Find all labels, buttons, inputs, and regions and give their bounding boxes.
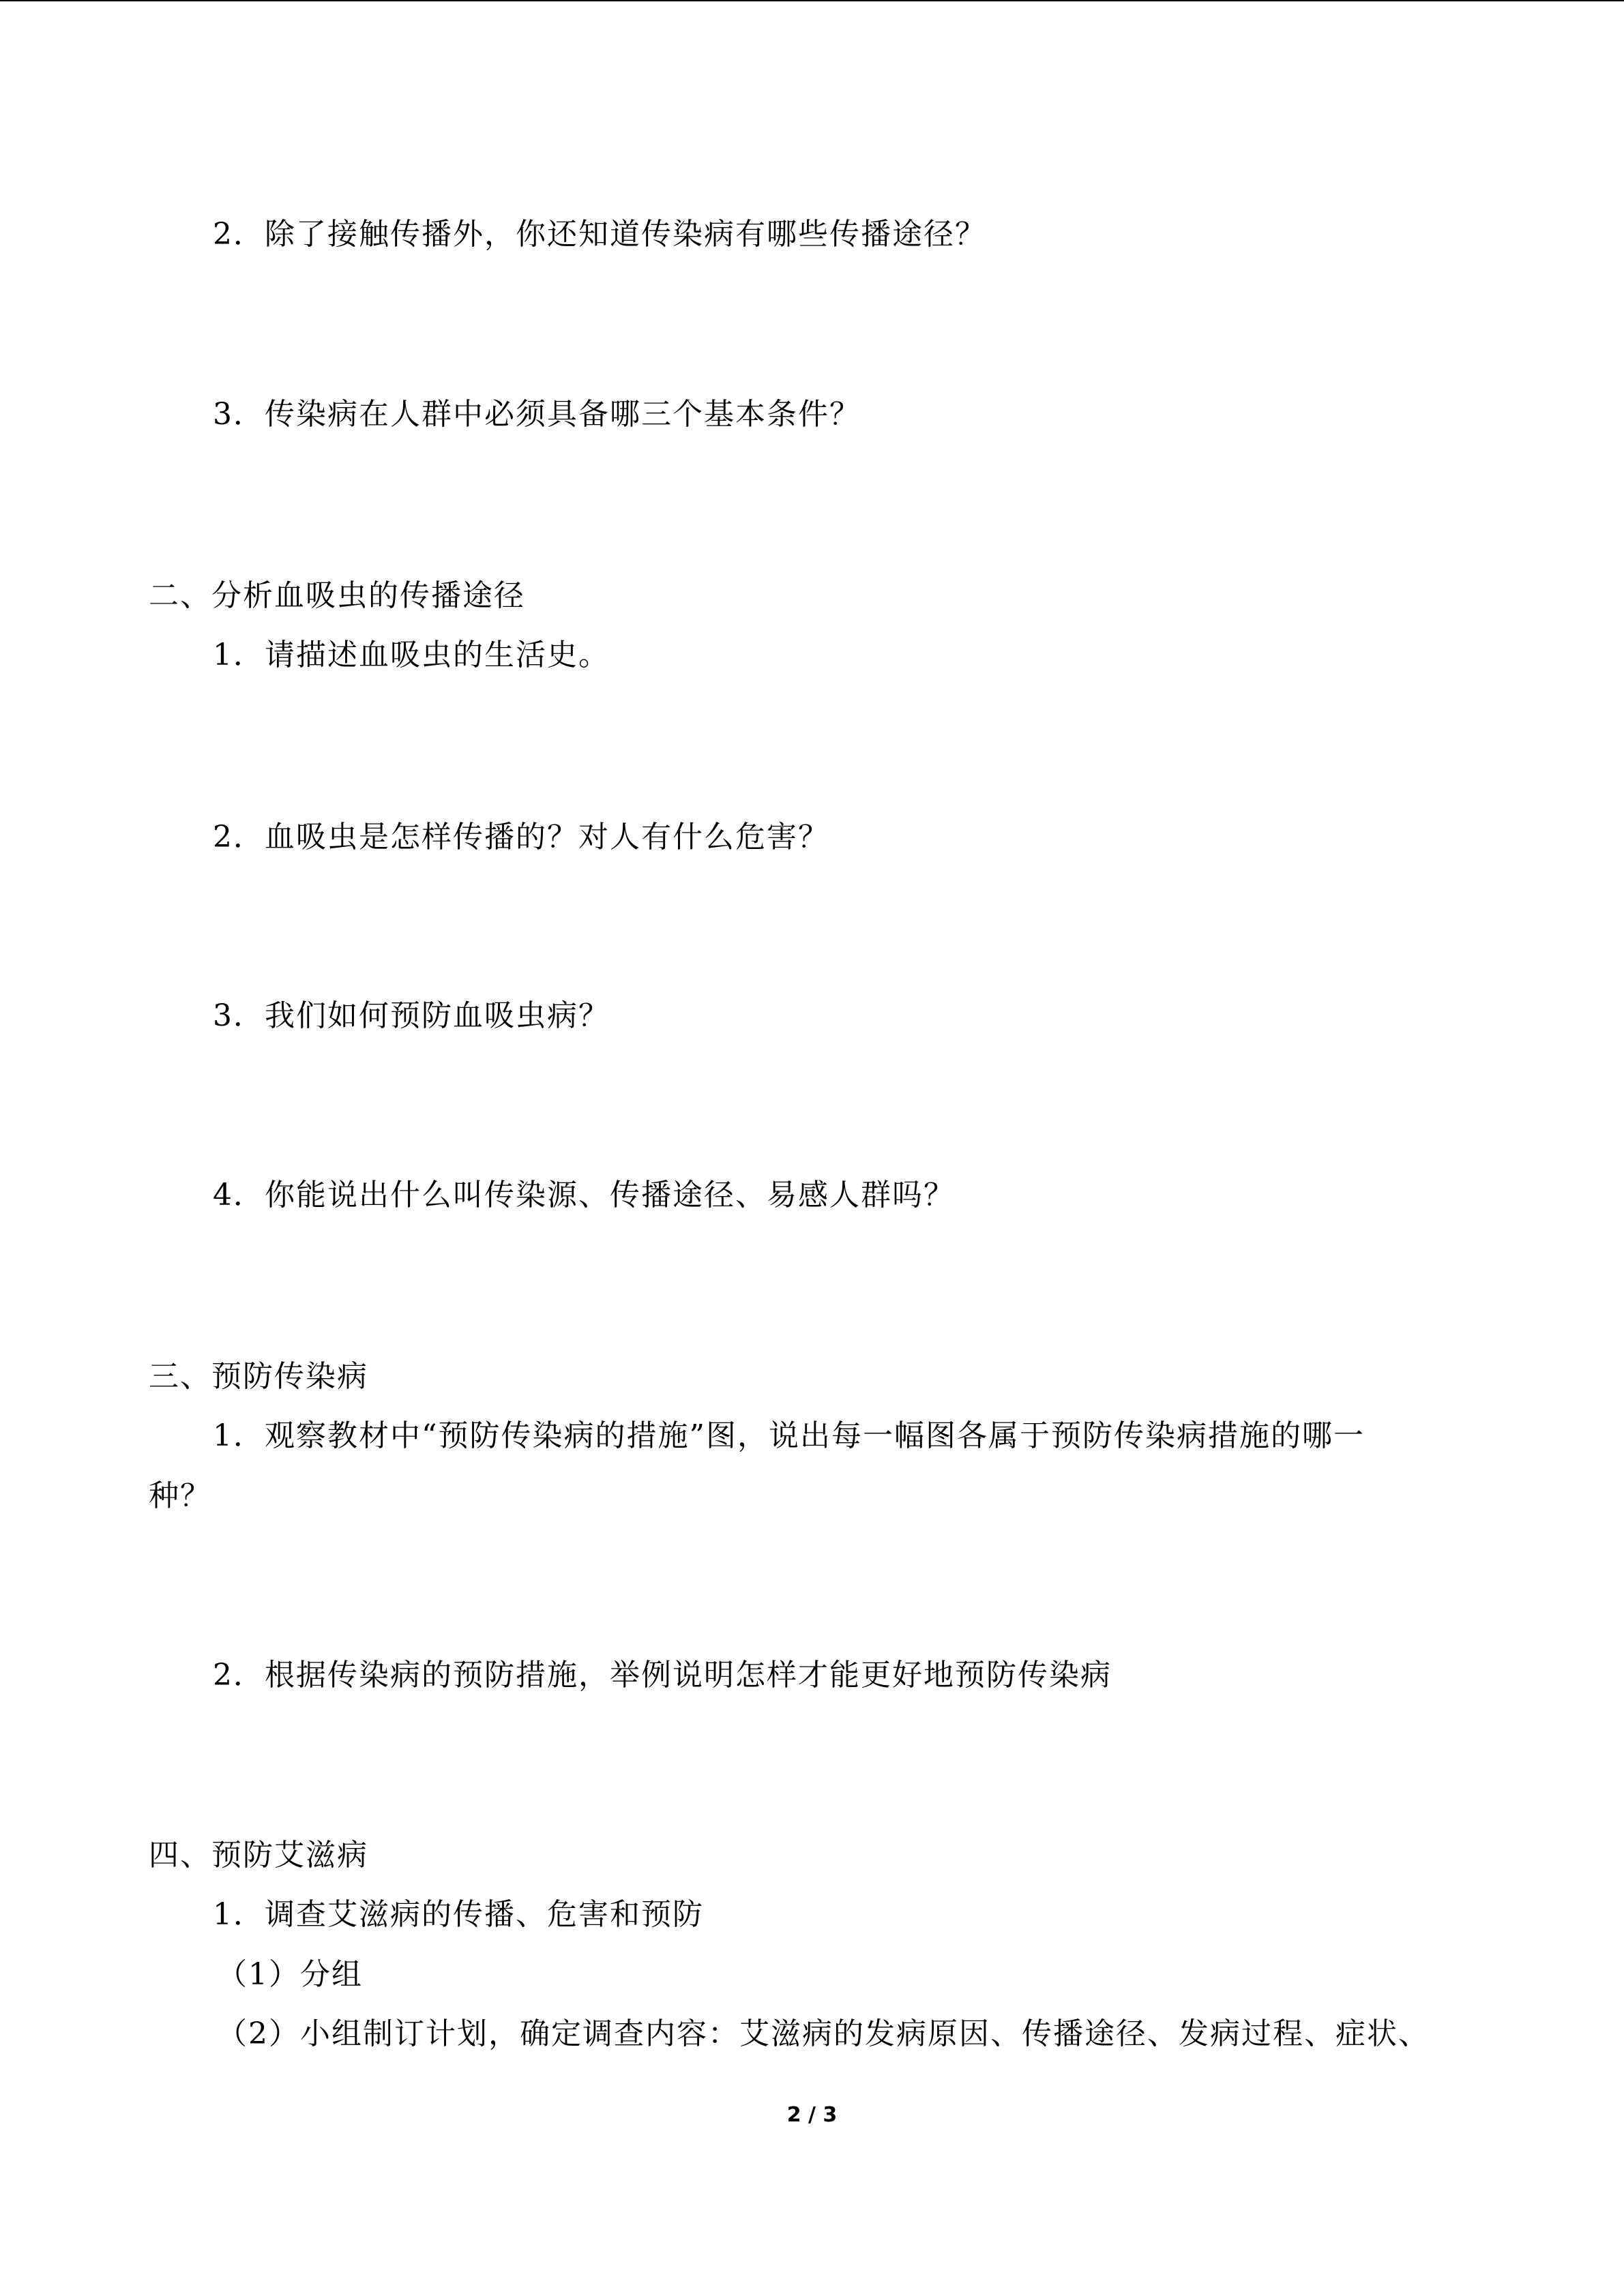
question-1-2: 2．除了接触传播外，你还知道传染病有哪些传播途径？ bbox=[213, 217, 986, 252]
question-3-1-line1: 1．观察教材中“预防传染病的措施”图，说出每一幅图各属于预防传染病措施的哪一 bbox=[213, 1418, 1365, 1453]
section-heading-4: 四、预防艾滋病 bbox=[149, 1838, 368, 1873]
section-heading-3: 三、预防传染病 bbox=[149, 1359, 368, 1394]
question-2-2: 2．血吸虫是怎样传播的？对人有什么危害？ bbox=[213, 820, 829, 854]
section-heading-2: 二、分析血吸虫的传播途径 bbox=[149, 578, 525, 613]
question-4-1-step-1: （1）分组 bbox=[217, 1957, 363, 1992]
question-2-4: 4．你能说出什么叫传染源、传播途径、易感人群吗？ bbox=[213, 1178, 955, 1212]
question-3-2: 2．根据传染病的预防措施，举例说明怎样才能更好地预防传染病 bbox=[213, 1658, 1112, 1693]
question-2-3: 3．我们如何预防血吸虫病？ bbox=[213, 998, 610, 1033]
question-4-1: 1．调查艾滋病的传播、危害和预防 bbox=[213, 1897, 704, 1932]
page-number: 2 / 3 bbox=[786, 2103, 838, 2127]
question-4-1-step-2: （2）小组制订计划，确定调查内容：艾滋病的发病原因、传播途径、发病过程、症状、 bbox=[217, 2016, 1430, 2051]
question-2-1: 1．请描述血吸虫的生活史。 bbox=[213, 638, 610, 672]
question-3-1-line2: 种？ bbox=[149, 1478, 211, 1513]
question-1-3: 3．传染病在人群中必须具备哪三个基本条件？ bbox=[213, 397, 861, 432]
